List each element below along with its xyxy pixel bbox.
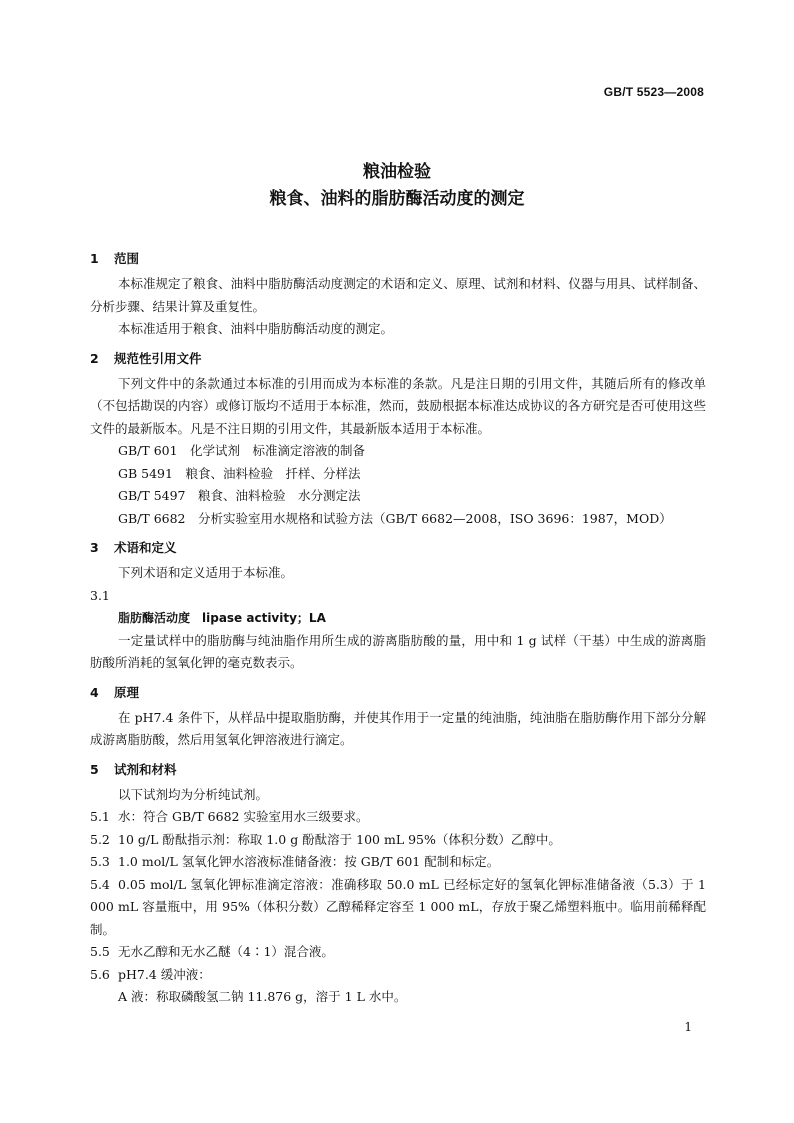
section-title: 范围 [114, 251, 140, 266]
page-number: 1 [684, 1020, 692, 1034]
list-item [90, 806, 706, 829]
solution-a: A 液：称取磷酸氢二钠 11.876 g，溶于 1 L 水中。 [118, 989, 407, 1004]
item-number: 5.5 [90, 944, 110, 959]
section-title: 规范性引用文件 [114, 350, 202, 366]
list-item [90, 964, 706, 987]
section-number: 4 [90, 684, 99, 700]
paragraph: 本标准规定了粮食、油料中脂肪酶活动度测定的术语和定义、原理、试剂和材料、仪器与用具、试样制备、分析步骤、结果计算及重复性。 [90, 276, 706, 314]
paragraph: 下列术语和定义适用于本标准。 [118, 565, 294, 580]
section-5-heading [90, 761, 706, 779]
paragraph: 在 pH7.4 条件下，从样品中提取脂肪酶，并使其作用于一定量的纯油脂，纯油脂在脂肪酶作用下部分分解成游离脂肪酸，然后用氢氧化钾溶液进行滴定。 [90, 709, 706, 747]
section-number: 3 [90, 540, 99, 555]
title-line-1: 粮油检验 [363, 162, 431, 182]
subclause-number: 3.1 [90, 587, 110, 603]
item-text: 水：符合 GB/T 6682 实验室用水三级要求。 [118, 809, 369, 824]
paragraph: 本标准适用于粮食、油料中脂肪酶活动度的测定。 [118, 321, 394, 336]
list-item [90, 851, 706, 874]
section-title: 试剂和材料 [114, 761, 177, 777]
section-1-heading [90, 250, 706, 268]
item-number: 5.1 [90, 809, 110, 824]
term-heading: 脂肪酶活动度 lipase activity；LA [118, 611, 326, 625]
list-item [90, 941, 706, 964]
section-3-heading [90, 539, 706, 557]
item-number: 5.6 [90, 966, 110, 982]
paragraph: 下列文件中的条款通过本标准的引用而成为本标准的条款。凡是注日期的引用文件，其随后所有的修改单（不包括勘误的内容）或修订版均不适用于本标准，然而，鼓励根据本标准达成协议的各方研究是否可使用这些文件的最新版本。凡是不注日期的引用文件，其最新版本适用于本标准。 [90, 375, 706, 436]
item-text: 10 g/L 酚酞指示剂：称取 1.0 g 酚酞溶于 100 mL 95%（体积分数）乙醇中。 [118, 831, 561, 847]
reference-item: GB/T 6682 分析实验室用水规格和试验方法（GB/T 6682—2008，ISO 3696：1987，MOD） [118, 510, 672, 526]
reference-item: GB/T 5497 粮食、油料检验 水分测定法 [118, 488, 361, 503]
section-title: 原理 [114, 684, 140, 700]
section-2-heading [90, 350, 706, 368]
item-text: pH7.4 缓冲液： [118, 966, 211, 982]
item-text: 0.05 mol/L 氢氧化钾标准滴定溶液：准确移取 50.0 mL 已经标定好的氢氧化钾标准储备液（5.3）于 1 000 mL 容量瓶中，用 95%（体积分数）乙醇稀释定容至 1 000 mL，存放于聚乙烯塑料瓶中。临用前稀释配制。 [90, 876, 706, 937]
section-number: 1 [90, 251, 99, 266]
item-number: 5.2 [90, 831, 110, 847]
item-number: 5.3 [90, 854, 110, 869]
reference-item: GB 5491 粮食、油料检验 扦样、分样法 [118, 465, 361, 481]
list-item [90, 829, 706, 852]
title-line-2: 粮食、油料的脂肪酶活动度的测定 [269, 189, 525, 209]
section-number: 5 [90, 761, 99, 777]
term-definition: 一定量试样中的脂肪酶与纯油脂作用所生成的游离脂肪酸的量，用中和 1 g 试样（干基）中生成的游离脂肪酸所消耗的氢氧化钾的毫克数表示。 [90, 632, 706, 670]
item-text: 无水乙醇和无水乙醚（4∶1）混合液。 [118, 944, 334, 959]
paragraph: 以下试剂均为分析纯试剂。 [118, 786, 269, 802]
section-title: 术语和定义 [114, 540, 177, 555]
item-text: 1.0 mol/L 氢氧化钾水溶液标准储备液：按 GB/T 601 配制和标定。 [118, 854, 500, 869]
list-item [90, 874, 706, 942]
reference-item: GB/T 601 化学试剂 标准滴定溶液的制备 [118, 443, 366, 458]
standard-code: GB/T 5523—2008 [603, 85, 704, 99]
item-number: 5.4 [90, 876, 110, 892]
document-body [90, 250, 706, 1009]
section-4-heading [90, 684, 706, 702]
section-number: 2 [90, 350, 99, 366]
